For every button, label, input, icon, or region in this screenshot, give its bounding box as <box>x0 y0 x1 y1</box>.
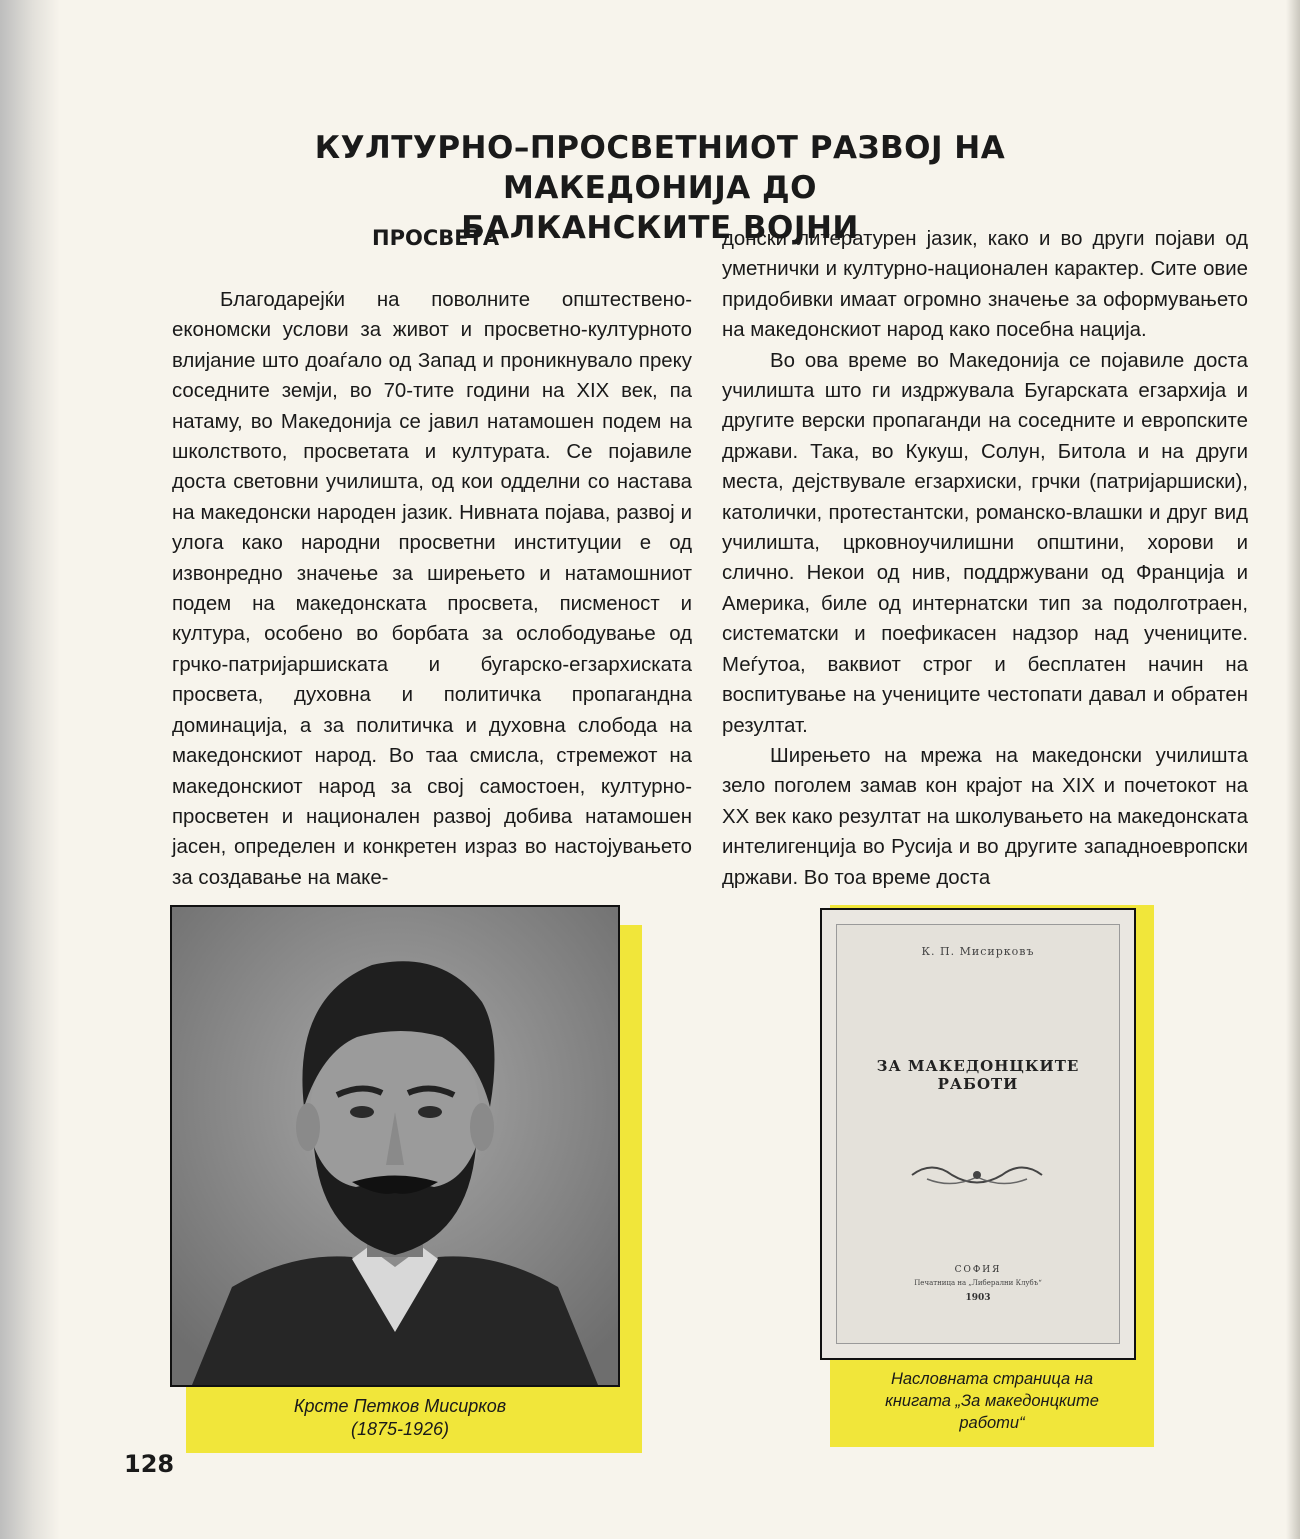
paragraph: Ширењето на мрежа на македонски училишта зело поголем замав кон крајот на XIX и почетокот на XX век како резултат на школувањето на македонската интелигенција во Русија и во другите западноевропски држави. Во тоа време доста <box>722 744 1248 889</box>
caption-line: книгата „За македонцките <box>885 1392 1099 1410</box>
ornament-icon <box>907 1155 1047 1195</box>
book-page <box>836 924 1120 1344</box>
book-year: 1903 <box>965 1293 991 1303</box>
caption-line: Насловната страница на <box>890 1370 1094 1388</box>
paragraph: Во ова време во Македонија се појавиле доста училишта што ги издржувала Бугарската егзархија и другите верски пропаганди на соседните и европските држави. Така, во Кукуш, Солун, Битола и на други места, дејствувале егзархиски, грчки (патријаршиски), католички, протестантски, романско-влашки и друг вид училишта, црковноучилишни општини, хорови и слично. Некои од нив, поддржувани од Франција и Америка, биле од интернатски тип за подолготраен, систематски и поефикасен надзор над учениците. Меѓутоа, ваквиот строг и бесплатен начин на воспитување на учениците честопати давал и обратен резултат. <box>722 349 1248 737</box>
page-number: 128 <box>124 1450 175 1478</box>
caption-years: (1875-1926) <box>350 1419 450 1439</box>
caption-name: Крсте Петков Мисирков <box>293 1396 507 1416</box>
book-title: ЗА МАКЕДОНЦКИТЕ РАБОТИ <box>876 1057 1080 1093</box>
left-text-column <box>172 285 692 893</box>
title-line-2: БАЛКАНСКИТЕ ВОЈНИ <box>461 210 859 246</box>
book-press: Печатница на „Либерални Клубъ“ <box>914 1279 1042 1287</box>
portrait-image <box>172 907 618 1385</box>
right-text-column <box>722 224 1248 893</box>
page-right-edge <box>1286 0 1300 1539</box>
book-city: СОФИЯ <box>954 1265 1002 1275</box>
paragraph: Благодарејќи на поволните општествено-економски услови за живот и просветно-културното влијание што доаѓало од Запад и проникнувало преку соседните земји, во 70-тите години на XIX век, па натаму, во Македонија се јавил натамошен подем на школството, просветата и културата. Се појавиле доста световни училишта, од кои одделни со настава на македонски народен јазик. Нивната појава, развој и улога како народни просветни институции е од извонредно значење за ширењето и натамошниот подем на македонската просвета, писменост и култура, особено во борбата за ослободување од грчко-патријаршиската и бугарско-егзархиската просвета, духовна и политичка пропагандна доминација, а за политичка и духовна слобода на македонскиот народ. Во таа смисла, стремежот на македонскиот народ за свој самостоен, културно-просветен и национален развој добива натамошен јасен, определен и конкретен израз во настојувањето за создавање на маке- <box>172 289 692 889</box>
title-line-1: КУЛТУРНО–ПРОСВЕТНИОТ РАЗВОЈ НА МАКЕДОНИЈА ДО <box>314 130 1006 206</box>
caption-line: работи“ <box>959 1414 1025 1432</box>
portrait-photo <box>170 905 620 1387</box>
book-author: К. П. Мисирковъ <box>921 945 1035 958</box>
book-caption <box>836 1368 1148 1434</box>
portrait-caption <box>250 1395 550 1441</box>
page-binding-edge <box>0 0 60 1539</box>
section-heading: ПРОСВЕТА <box>372 226 500 250</box>
book-title-page <box>820 908 1136 1360</box>
paragraph-continued: донски литературен јазик, како и во други појави од уметнички и културно-национален карактер. Сите овие придобивки имаат огромно значење за оформувањето на македонскиот народ како посебна нација. <box>722 228 1248 342</box>
